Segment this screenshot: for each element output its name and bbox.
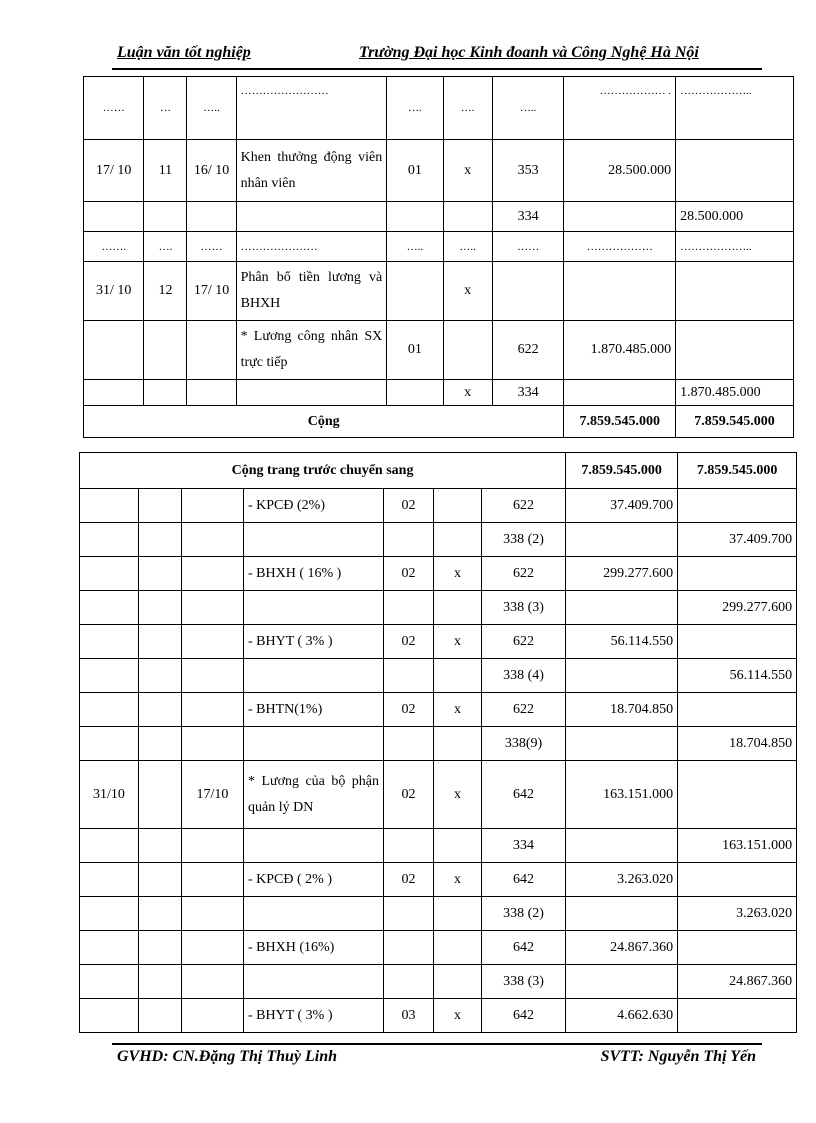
table-cell <box>244 897 384 931</box>
table-cell <box>80 659 139 693</box>
table-cell: 1.870.485.000 <box>564 321 676 380</box>
table-cell <box>144 202 187 232</box>
table-cell: 02 <box>384 693 434 727</box>
table-cell: ……………… . <box>564 77 676 140</box>
table-cell: - KPCĐ ( 2% ) <box>244 863 384 897</box>
table-cell: 299.277.600 <box>566 557 678 591</box>
table-cell: 24.867.360 <box>566 931 678 965</box>
table-cell: 02 <box>384 557 434 591</box>
table-cell: 642 <box>482 931 566 965</box>
table-cell: …… <box>492 232 564 262</box>
table-cell <box>182 523 244 557</box>
table-cell: 02 <box>384 863 434 897</box>
table-cell: …. <box>443 77 492 140</box>
table-cell <box>139 863 182 897</box>
table-cell: 12 <box>144 262 187 321</box>
table-cell <box>187 202 236 232</box>
table-cell <box>678 489 797 523</box>
table-cell: 02 <box>384 489 434 523</box>
table-row <box>84 202 794 232</box>
table-cell: 622 <box>482 557 566 591</box>
table-cell: 338 (2) <box>482 523 566 557</box>
table-cell: 17/ 10 <box>84 140 144 202</box>
table-cell: 338 (3) <box>482 591 566 625</box>
table-cell <box>244 727 384 761</box>
journal-table-bottom <box>79 452 797 1033</box>
table-cell <box>676 262 794 321</box>
table-cell <box>434 931 482 965</box>
table-cell <box>564 202 676 232</box>
table-cell: 334 <box>492 202 564 232</box>
table-cell <box>384 523 434 557</box>
table-cell: 37.409.700 <box>678 523 797 557</box>
table-cell <box>244 523 384 557</box>
table-cell <box>566 727 678 761</box>
table-cell <box>443 321 492 380</box>
table-cell: 163.151.000 <box>566 761 678 829</box>
footer-rule <box>112 1043 762 1045</box>
table-cell <box>80 591 139 625</box>
table-cell: 24.867.360 <box>678 965 797 999</box>
table-cell: 11 <box>144 140 187 202</box>
table-cell: x <box>434 557 482 591</box>
header-right-title: Trường Đại học Kinh đoanh và Công Nghệ Hà Nội <box>359 44 699 61</box>
table-row <box>84 380 794 406</box>
table-cell <box>84 321 144 380</box>
table-cell <box>566 965 678 999</box>
table-row <box>84 140 794 202</box>
table-cell: 338(9) <box>482 727 566 761</box>
table-cell <box>80 897 139 931</box>
table-cell <box>144 321 187 380</box>
header-rule <box>112 68 762 70</box>
table-cell: 338 (3) <box>482 965 566 999</box>
table-cell: 334 <box>482 829 566 863</box>
table-cell: Phân bổ tiền lương và BHXH <box>236 262 387 321</box>
table-row <box>80 965 797 999</box>
table-cell: 163.151.000 <box>678 829 797 863</box>
table-cell: - BHXH ( 16% ) <box>244 557 384 591</box>
table-cell <box>678 693 797 727</box>
table-cell: 56.114.550 <box>566 625 678 659</box>
table-cell <box>384 659 434 693</box>
table-cell: ……. <box>84 232 144 262</box>
table-cell: 56.114.550 <box>678 659 797 693</box>
carry-forward-debit: 7.859.545.000 <box>566 453 678 489</box>
table-cell <box>182 625 244 659</box>
table-cell <box>139 523 182 557</box>
table-cell: 17/ 10 <box>187 262 236 321</box>
table-cell: 4.662.630 <box>566 999 678 1033</box>
table-cell <box>80 863 139 897</box>
table-cell: 28.500.000 <box>676 202 794 232</box>
carry-forward-credit: 7.859.545.000 <box>678 453 797 489</box>
table-cell: ….. <box>492 77 564 140</box>
table-cell <box>182 591 244 625</box>
table-cell: 338 (4) <box>482 659 566 693</box>
table-row <box>80 863 797 897</box>
table-cell: 18.704.850 <box>566 693 678 727</box>
table-cell: 02 <box>384 761 434 829</box>
table-cell: 622 <box>482 489 566 523</box>
table-cell <box>182 931 244 965</box>
table-cell <box>236 380 387 406</box>
table-cell <box>80 693 139 727</box>
table-cell: 31/ 10 <box>84 262 144 321</box>
table-cell <box>434 591 482 625</box>
table-cell: 338 (2) <box>482 897 566 931</box>
table-cell: ……………….. <box>676 232 794 262</box>
table-row <box>80 591 797 625</box>
table-cell <box>182 557 244 591</box>
table-cell <box>244 591 384 625</box>
table-cell: 3.263.020 <box>678 897 797 931</box>
table-cell <box>384 591 434 625</box>
table-cell <box>566 897 678 931</box>
table-cell <box>678 557 797 591</box>
table-cell: - KPCĐ (2%) <box>244 489 384 523</box>
table-cell: 353 <box>492 140 564 202</box>
table-cell: 3.263.020 <box>566 863 678 897</box>
table-cell <box>187 380 236 406</box>
table-row <box>80 625 797 659</box>
table-cell: 622 <box>482 693 566 727</box>
table-cell <box>182 897 244 931</box>
journal-table-top <box>83 76 794 438</box>
table-row <box>80 557 797 591</box>
table-cell: 01 <box>387 321 443 380</box>
table-cell <box>80 489 139 523</box>
table-cell: 31/10 <box>80 761 139 829</box>
table-cell: 03 <box>384 999 434 1033</box>
table-cell <box>139 591 182 625</box>
carry-forward-label: Cộng trang trước chuyển sang <box>80 453 566 489</box>
table-cell <box>139 693 182 727</box>
table-cell <box>443 202 492 232</box>
table-cell: 02 <box>384 625 434 659</box>
table-cell <box>144 380 187 406</box>
table-cell: 28.500.000 <box>564 140 676 202</box>
table-cell <box>80 931 139 965</box>
table-cell: x <box>443 380 492 406</box>
table-row <box>84 232 794 262</box>
table-cell: …………………… <box>236 77 387 140</box>
table-cell: x <box>434 761 482 829</box>
table-cell <box>387 262 443 321</box>
table-cell: 642 <box>482 761 566 829</box>
table-cell <box>182 965 244 999</box>
table-row <box>80 761 797 829</box>
table-cell: 299.277.600 <box>678 591 797 625</box>
table-cell <box>387 380 443 406</box>
table-cell <box>187 321 236 380</box>
table-cell <box>434 489 482 523</box>
table-cell: - BHYT ( 3% ) <box>244 625 384 659</box>
table-cell <box>678 863 797 897</box>
table-row <box>80 659 797 693</box>
table-cell <box>434 659 482 693</box>
table-row <box>80 931 797 965</box>
table-cell <box>182 693 244 727</box>
table-cell <box>384 897 434 931</box>
total-credit: 7.859.545.000 <box>676 406 794 438</box>
table-cell: 334 <box>492 380 564 406</box>
table-cell <box>139 999 182 1033</box>
table-cell <box>80 523 139 557</box>
table-cell <box>676 321 794 380</box>
table-cell <box>434 897 482 931</box>
table-cell: 18.704.850 <box>678 727 797 761</box>
table-cell <box>139 931 182 965</box>
table-cell <box>566 659 678 693</box>
carry-forward-row <box>80 453 797 489</box>
table-cell <box>564 262 676 321</box>
table-cell <box>80 999 139 1033</box>
table-cell: 622 <box>482 625 566 659</box>
table-row <box>80 489 797 523</box>
table-cell: …… <box>187 232 236 262</box>
table-cell <box>139 489 182 523</box>
table-cell <box>182 727 244 761</box>
table-cell <box>139 897 182 931</box>
table-cell <box>236 202 387 232</box>
table-row <box>80 727 797 761</box>
table-cell <box>678 931 797 965</box>
table-row <box>80 897 797 931</box>
table-cell <box>139 557 182 591</box>
table-cell <box>434 965 482 999</box>
table-cell: * Lương công nhân SX trực tiếp <box>236 321 387 380</box>
table-cell <box>384 829 434 863</box>
table-cell: 16/ 10 <box>187 140 236 202</box>
table-cell: 37.409.700 <box>566 489 678 523</box>
table-cell <box>384 727 434 761</box>
table-cell <box>182 863 244 897</box>
table-row <box>80 523 797 557</box>
table-cell <box>678 999 797 1033</box>
table-cell <box>139 761 182 829</box>
table-row <box>84 77 794 140</box>
table-cell: - BHTN(1%) <box>244 693 384 727</box>
table-cell: … <box>144 77 187 140</box>
table-cell: ………………… <box>236 232 387 262</box>
table-cell: ….. <box>387 232 443 262</box>
table-cell <box>139 965 182 999</box>
table-cell: …. <box>387 77 443 140</box>
table-cell: ….. <box>187 77 236 140</box>
table-cell <box>384 931 434 965</box>
table-cell <box>139 625 182 659</box>
total-row <box>84 406 794 438</box>
table-cell <box>434 523 482 557</box>
table-cell: ……………… <box>564 232 676 262</box>
table-cell <box>80 625 139 659</box>
table-cell: 01 <box>387 140 443 202</box>
table-cell <box>434 829 482 863</box>
table-cell: x <box>434 863 482 897</box>
table-cell: x <box>443 262 492 321</box>
table-cell: 622 <box>492 321 564 380</box>
table-row <box>80 999 797 1033</box>
table-cell <box>182 999 244 1033</box>
table-cell <box>678 761 797 829</box>
table-cell: ….. <box>443 232 492 262</box>
table-cell: x <box>434 693 482 727</box>
table-cell <box>384 965 434 999</box>
table-cell <box>80 965 139 999</box>
table-cell: Khen thưởng động viên nhân viên <box>236 140 387 202</box>
table-cell <box>139 727 182 761</box>
table-cell <box>182 489 244 523</box>
table-cell <box>434 727 482 761</box>
table-cell <box>244 659 384 693</box>
table-cell <box>676 140 794 202</box>
footer-student: SVTT: Nguyễn Thị Yến <box>600 1048 756 1065</box>
table-cell <box>182 659 244 693</box>
table-cell <box>566 829 678 863</box>
table-cell <box>182 829 244 863</box>
table-cell <box>566 591 678 625</box>
table-row <box>80 693 797 727</box>
table-cell <box>139 659 182 693</box>
table-row <box>84 262 794 321</box>
table-cell: x <box>443 140 492 202</box>
table-cell <box>244 829 384 863</box>
table-cell: 642 <box>482 863 566 897</box>
table-cell: - BHXH (16%) <box>244 931 384 965</box>
table-cell: 1.870.485.000 <box>676 380 794 406</box>
table-cell <box>244 965 384 999</box>
table-cell <box>84 202 144 232</box>
table-cell: …. <box>144 232 187 262</box>
table-cell: * Lương của bộ phận quản lý DN <box>244 761 384 829</box>
table-cell <box>492 262 564 321</box>
header-left-title: Luận văn tốt nghiệp <box>117 44 251 61</box>
total-debit: 7.859.545.000 <box>564 406 676 438</box>
table-cell: x <box>434 999 482 1033</box>
table-cell <box>678 625 797 659</box>
table-cell <box>80 829 139 863</box>
table-cell: - BHYT ( 3% ) <box>244 999 384 1033</box>
footer-supervisor: GVHD: CN.Đặng Thị Thuỳ Linh <box>117 1048 338 1065</box>
table-cell <box>564 380 676 406</box>
table-cell <box>387 202 443 232</box>
table-cell: 17/10 <box>182 761 244 829</box>
table-cell: x <box>434 625 482 659</box>
table-row <box>80 829 797 863</box>
table-cell: 642 <box>482 999 566 1033</box>
table-cell <box>80 727 139 761</box>
total-label: Cộng <box>84 406 564 438</box>
table-cell: ……………….. <box>676 77 794 140</box>
table-cell <box>80 557 139 591</box>
table-cell <box>84 380 144 406</box>
table-cell <box>566 523 678 557</box>
table-cell <box>139 829 182 863</box>
table-cell: …… <box>84 77 144 140</box>
table-row <box>84 321 794 380</box>
